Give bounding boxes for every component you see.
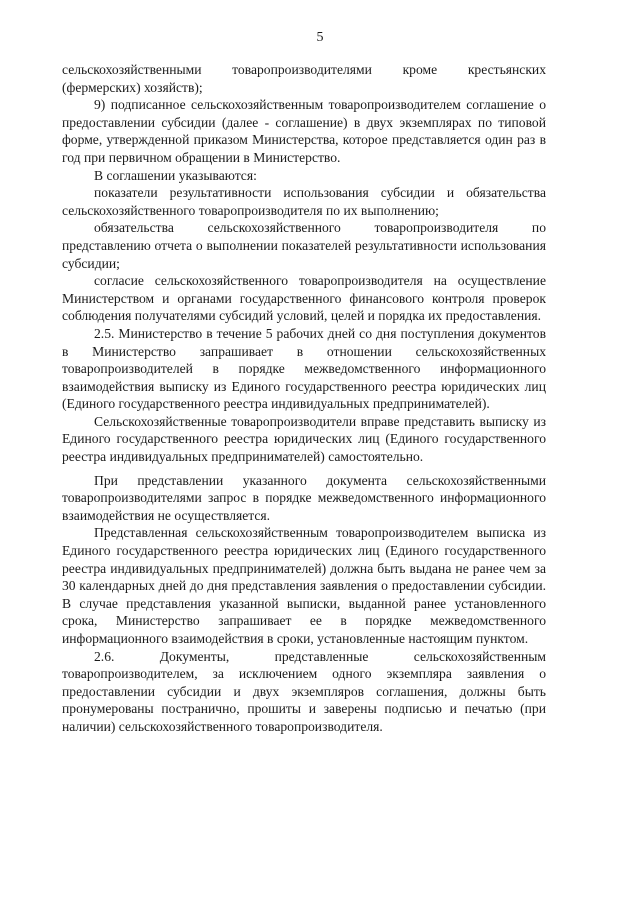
paragraph-farmers-continuation: сельскохозяйственными товаропроизводителями кроме крестьянских (фермерских) хозяйств); [62,62,546,95]
paragraph-no-request: При представлении указанного документа сельскохозяйственными товаропроизводителями запрос в порядке межведомственного информационного взаимодействия не осуществляется. [62,472,546,523]
paragraph-agreement-intro: В соглашении указываются: [94,167,257,183]
paragraph-reporting-obligation: обязательства сельскохозяйственного товаропроизводителя по представлению отчета о выполнении показателей результативности использования субсидии; [62,220,546,271]
paragraph-item-9: 9) подписанное сельскохозяйственным товаропроизводителем соглашение о предоставлении субсидии (далее - соглашение) в двух экземплярах по типовой форме, утвержденной приказом Министерства, которое представляется один раз в год при первичном обращении в Министерство. [62,97,546,165]
document-body [62,61,546,736]
paragraph-extract-validity: Представленная сельскохозяйственным товаропроизводителем выписка из Единого государственного реестра юридических лиц (Единого государственного реестра индивидуальных предпринимателей) должна быть выдана не ранее чем за 30 календарных дней до дня представления заявления о предоставлении субсидии. В случае представления указанной выписки, выданной ранее установленного срока, Министерство запрашивает ее в порядке межведомственного информационного взаимодействия в сроки, установленные настоящим пунктом. [62,525,546,646]
paragraph-consent-to-audit: согласие сельскохозяйственного товаропроизводителя на осуществление Министерством и органами государственного финансового контроля проверок соблюдения получателями субсидий условий, целей и порядка их предоставления. [62,273,546,324]
paragraph-performance-indicators: показатели результативности использования субсидии и обязательства сельскохозяйственного товаропроизводителя по их выполнению; [62,185,546,218]
paragraph-section-2-6: 2.6. Документы, представленные сельскохозяйственным товаропроизводителем, за исключением одного экземпляра заявления о предоставлении субсидии и двух экземпляров соглашения, должны быть пронумерованы постранично, прошиты и заверены подписью и печатью (при наличии) сельскохозяйственного товаропроизводителя. [62,648,546,734]
page-number: 5 [316,30,324,45]
paragraph-section-2-5: 2.5. Министерство в течение 5 рабочих дней со дня поступления документов в Министерство запрашивает в отношении сельскохозяйственных товаропроизводителей в порядке межведомственного информационного взаимодействия выписку из Единого государственного реестра юридических лиц (Единого государственного реестра индивидуальных предпринимателей). [62,325,546,412]
paragraph-self-submission: Сельскохозяйственные товаропроизводители вправе представить выписку из Единого государственного реестра юридических лиц (Единого государственного реестра индивидуальных предпринимателей) самостоятельно. [62,413,546,465]
